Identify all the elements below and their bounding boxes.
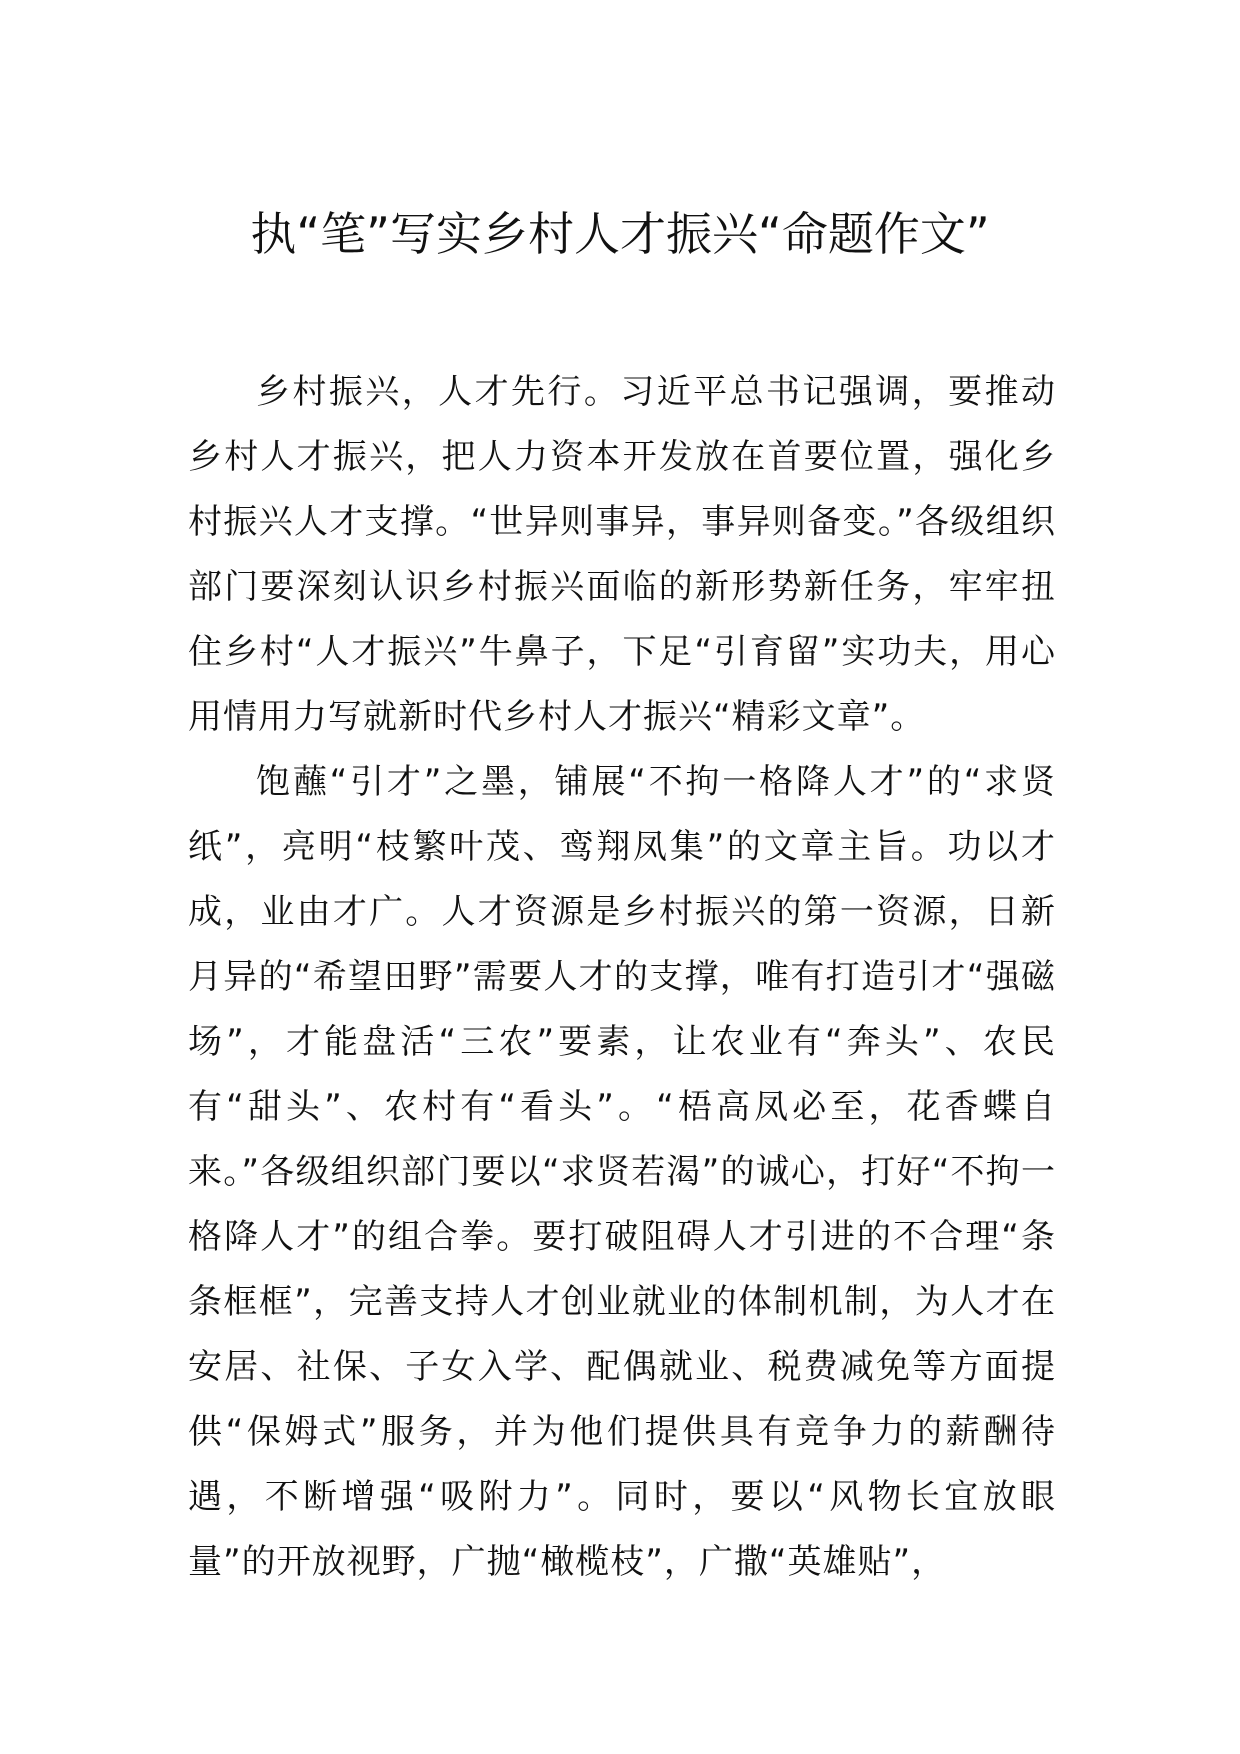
paragraph-1: 乡村振兴，人才先行。习近平总书记强调，要推动乡村人才振兴，把人力资本开发放在首要位置，强化乡村振兴人才支撑。“世异则事异，事异则备变。”各级组织部门要深刻认识乡村振兴面临的新形势新任务，牢牢扭住乡村“人才振兴”牛鼻子，下足“引育留”实功夫，用心用情用力写就新时代乡村人才振兴“精彩文章”。 xyxy=(188,372,1056,737)
document-title: 执“笔”写实乡村人才振兴“命题作文” xyxy=(250,207,990,261)
document-body xyxy=(188,360,1056,1595)
paragraph-2: 饱蘸“引才”之墨，铺展“不拘一格降人才”的“求贤纸”，亮明“枝繁叶茂、鸾翔凤集”的文章主旨。功以才成，业由才广。人才资源是乡村振兴的第一资源，日新月异的“希望田野”需要人才的支撑，唯有打造引才“强磁场”，才能盘活“三农”要素，让农业有“奔头”、农民有“甜头”、农村有“看头”。“梧高凤必至，花香蝶自来。”各级组织部门要以“求贤若渴”的诚心，打好“不拘一格降人才”的组合拳。要打破阻碍人才引进的不合理“条条框框”，完善支持人才创业就业的体制机制，为人才在安居、社保、子女入学、配偶就业、税费减免等方面提供“保姆式”服务，并为他们提供具有竞争力的薪酬待遇，不断增强“吸附力”。同时，要以“风物长宜放眼量”的开放视野，广抛“橄榄枝”，广撒“英雄贴”， xyxy=(188,762,1056,1582)
